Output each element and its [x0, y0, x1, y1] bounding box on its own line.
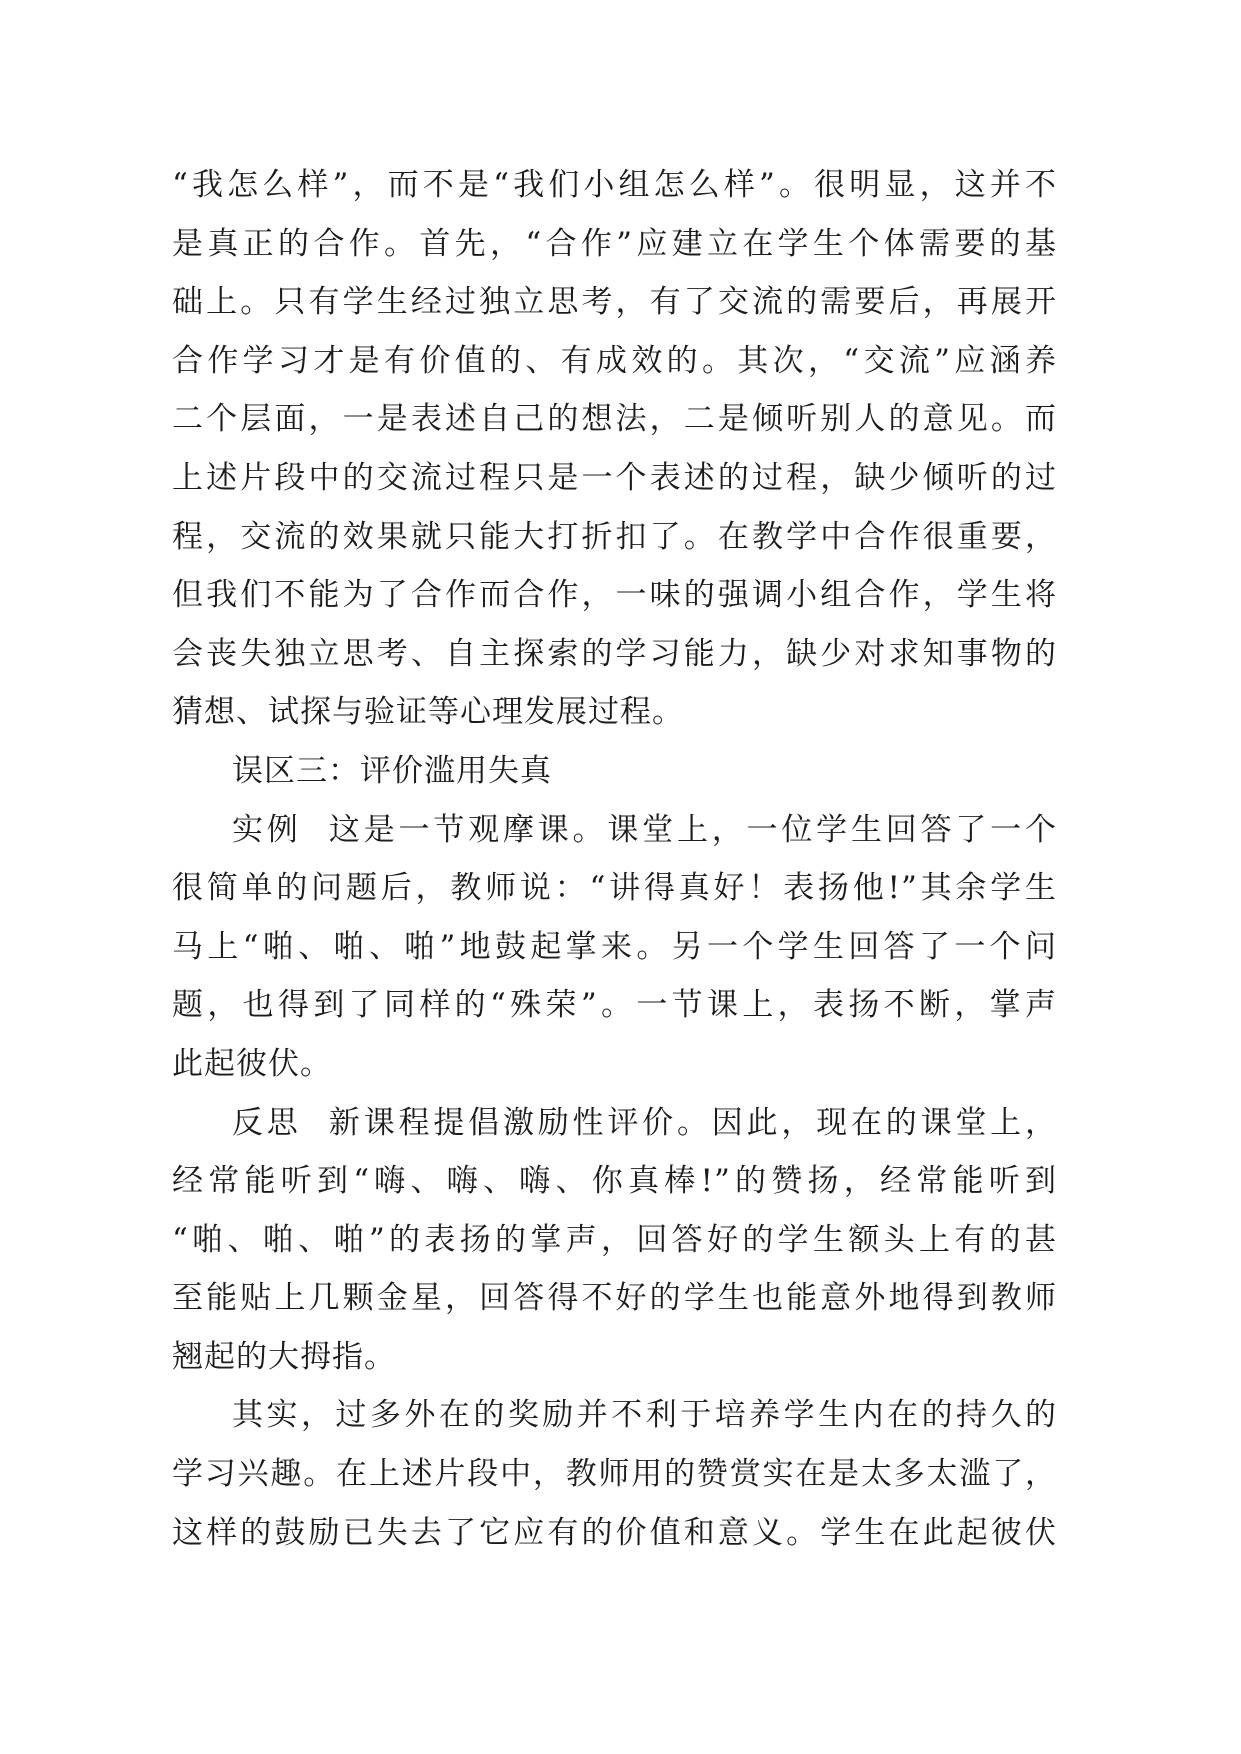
section-heading	[172, 742, 1057, 801]
text-line: 合作学习才是有价值的、有成效的。其次，“交流”应涵养	[172, 342, 1057, 379]
text-line: 上述片段中的交流过程只是一个表述的过程，缺少倾听的过	[172, 459, 1057, 496]
section-heading-text: 误区三：评价滥用失真	[232, 752, 552, 789]
text-line: 这样的鼓励已失去了它应有的价值和意义。学生在此起彼伏	[172, 1514, 1057, 1551]
text-line: 是真正的合作。首先，“合作”应建立在学生个体需要的基	[172, 225, 1057, 262]
text-line: 其实，过多外在的奖励并不利于培养学生内在的持久的	[232, 1397, 1057, 1434]
paragraph	[172, 1386, 1057, 1562]
text-line: 二个层面，一是表述自己的想法，二是倾听别人的意见。而	[172, 401, 1057, 438]
text-line: 猜想、试探与验证等心理发展过程。	[172, 694, 684, 731]
text-line: 实例 这是一节观摩课。课堂上，一位学生回答了一个	[232, 811, 1057, 848]
text-line: “我怎么样”，而不是“我们小组怎么样”。很明显，这并不	[172, 167, 1057, 203]
text-line: 会丧失独立思考、自主探索的学习能力，缺少对求知事物的	[172, 635, 1057, 672]
text-line: 础上。只有学生经过独立思考，有了交流的需要后，再展开	[172, 284, 1057, 321]
text-line: 学习兴趣。在上述片段中，教师用的赞赏实在是太多太滥了，	[172, 1456, 1057, 1493]
text-line: 至能贴上几颗金星，回答得不好的学生也能意外地得到教师	[172, 1280, 1057, 1317]
text-line: “啪、啪、啪”的表扬的掌声，回答好的学生额头上有的甚	[172, 1221, 1057, 1258]
text-line: 很简单的问题后，教师说：“讲得真好！表扬他!”其余学生	[172, 870, 1057, 907]
text-line: 经常能听到“嗨、嗨、嗨、你真棒!”的赞扬，经常能听到	[172, 1163, 1057, 1200]
text-line: 翘起的大拇指。	[172, 1338, 396, 1375]
text-line: 题，也得到了同样的“殊荣”。一节课上，表扬不断，掌声	[172, 987, 1057, 1024]
text-line: 程，交流的效果就只能大打折扣了。在教学中合作很重要，	[172, 518, 1057, 555]
body-text	[172, 156, 1057, 1562]
text-line: 但我们不能为了合作而合作，一味的强调小组合作，学生将	[172, 577, 1057, 614]
text-line: 反思 新课程提倡激励性评价。因此，现在的课堂上，	[232, 1104, 1057, 1141]
text-line: 此起彼伏。	[172, 1045, 332, 1082]
paragraph-reflection	[172, 1094, 1057, 1387]
paragraph	[172, 156, 1057, 742]
text-line: 马上“啪、啪、啪”地鼓起掌来。另一个学生回答了一个问	[172, 928, 1057, 965]
paragraph-example	[172, 801, 1057, 1094]
